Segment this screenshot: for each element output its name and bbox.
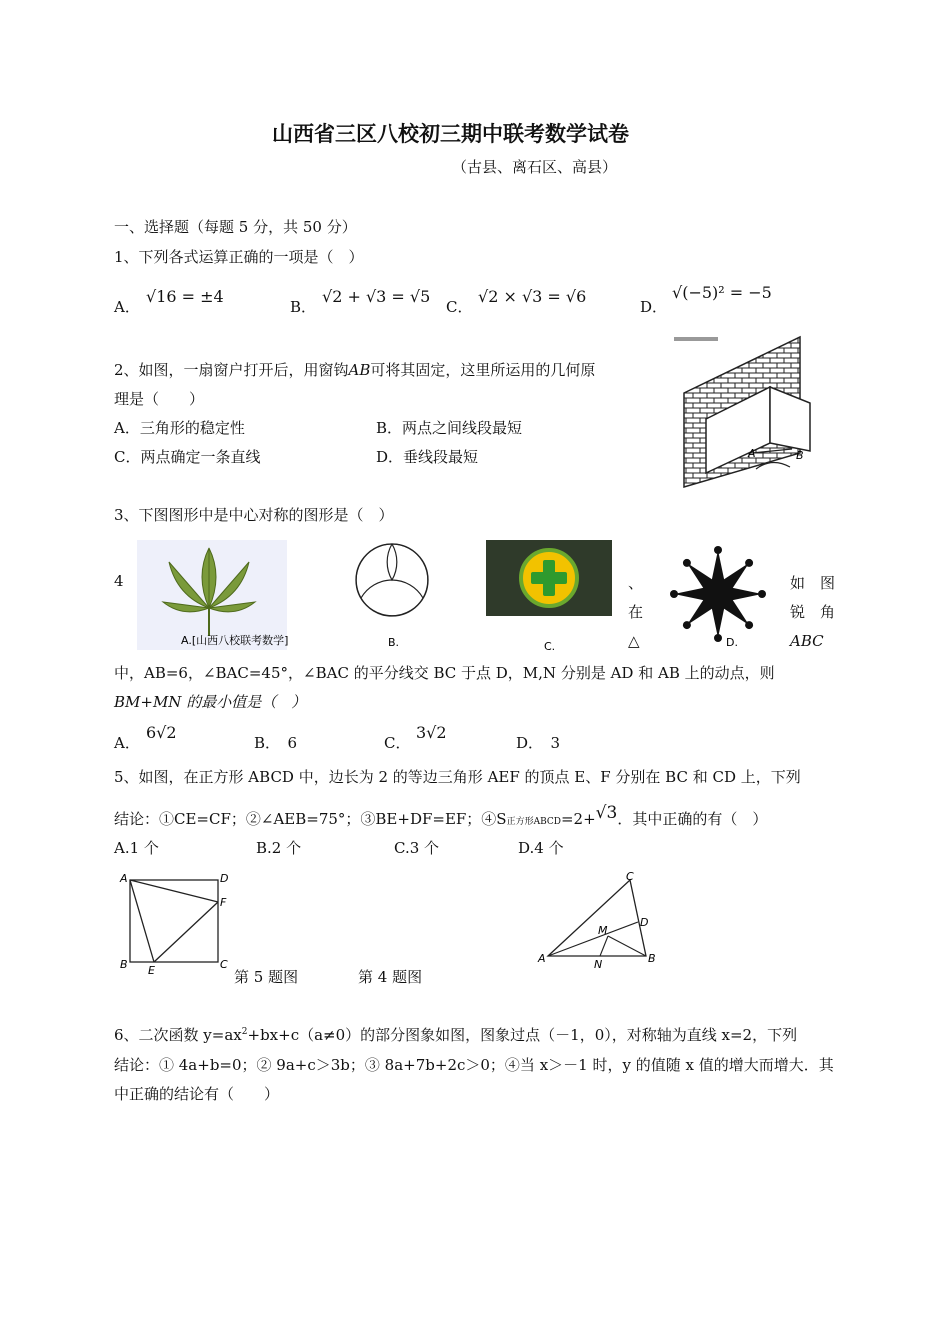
figure-5-caption: 第 5 题图 (234, 968, 299, 986)
figure-4-triangle (538, 870, 668, 970)
window-figure (672, 333, 822, 493)
star-tip (714, 634, 722, 642)
star-tip (745, 621, 753, 629)
q4-number: 4 (114, 572, 124, 590)
option-a-caption: A.[山西八校联考数学] (181, 634, 289, 647)
q6-line2: 结论：① 4a+b=0；② 9a+c＞3b；③ 8a+7b+2c＞0；④当 x＞－1 时，y 的值随 x 值的增大而增大．其 (114, 1056, 834, 1074)
q1-option-d-expr: √(−5)² = −5 (672, 283, 772, 302)
q2-option-a: A．三角形的稳定性 (114, 419, 245, 437)
q1-option-a-label: A． (114, 298, 140, 316)
tri-label-a: A (538, 952, 546, 965)
sq-label-c: C (220, 958, 228, 971)
q4-text-rutu: 如 图 (790, 574, 836, 592)
option-c-caption: C. (544, 640, 556, 653)
sq-label-e: E (148, 964, 155, 977)
sq-label-d: D (220, 872, 229, 885)
q5-option-d: D.4 个 (518, 839, 564, 857)
option-b-caption: B. (388, 636, 400, 649)
q5-line2-sqrt: √3 (595, 803, 618, 823)
q6-line1-part2: +bx+c（a≠0）的部分图象如图，图象过点（－1，0），对称轴为直线 x=2，下列 (247, 1026, 798, 1044)
q1-stem: 1、下列各式运算正确的一项是（ ） (114, 248, 364, 266)
q5-line2-sub: 正方形ABCD (506, 817, 561, 827)
star-tip (758, 590, 766, 598)
sq-label-b: B (120, 958, 128, 971)
page-subtitle: （古县、离石区、高县） (452, 158, 618, 176)
star-tip (745, 559, 753, 567)
option-d-caption: D. (726, 636, 738, 649)
q4-text-triangle: △ (628, 632, 640, 650)
sq-label-a: A (120, 872, 128, 885)
q5-line2-part1: 结论：①CE=CF；②∠AEB=75°；③BE+DF=EF；④S (114, 810, 507, 828)
q5-line2 (114, 803, 768, 829)
q4-text-ruijiao: 锐 角 (790, 603, 836, 621)
q2-stem-part1: 2、如图，一扇窗户打开后，用窗钩 (114, 361, 349, 379)
star-tip (683, 559, 691, 567)
q5-option-b: B.2 个 (256, 839, 302, 857)
q3-comma: 、 (628, 574, 644, 592)
tri-label-d: D (640, 916, 649, 929)
q4-option-c-label: C． (384, 734, 411, 752)
q5-line2-part2: =2+ (560, 810, 596, 828)
q2-ab: AB (348, 361, 371, 379)
q4-line1: 中，AB=6，∠BAC=45°，∠BAC 的平分线交 BC 于点 D，M,N 分别是 AD 和 AB 上的动点，则 (114, 664, 775, 682)
q4-option-b: B． 6 (254, 734, 298, 752)
tri-label-m: M (598, 924, 608, 937)
q6-line1 (114, 1024, 797, 1045)
q1-option-d-label: D． (640, 298, 668, 316)
q2-option-d: D．垂线段最短 (376, 448, 479, 466)
option-c-plus-figure (486, 540, 612, 652)
figure-5-square (116, 866, 236, 976)
tri-label-n: N (594, 958, 603, 971)
window-label-b: B (796, 449, 804, 462)
star-tip (670, 590, 678, 598)
q2-option-b: B．两点之间线段最短 (376, 419, 523, 437)
section-heading: 一、选择题（每题 5 分，共 50 分） (114, 218, 357, 236)
tri-label-c: C (626, 870, 634, 883)
q2-stem-line1 (114, 359, 595, 380)
option-a-leaf-figure (137, 540, 287, 650)
q2-stem-part2: 可将其固定，这里所运用的几何原 (370, 361, 596, 379)
tri-label-b: B (648, 952, 656, 965)
q1-option-b-label: B． (290, 298, 317, 316)
window-label-a: A (748, 447, 756, 460)
q4-option-c-expr: 3√2 (416, 723, 447, 742)
q3-stem: 3、下图图形中是中心对称的图形是（ ） (114, 506, 394, 524)
option-b-circle-figure (348, 540, 438, 650)
q5-line1: 5、如图，在正方形 ABCD 中，边长为 2 的等边三角形 AEF 的顶点 E、F 分别在 BC 和 CD 上，下列 (114, 768, 801, 786)
page-title: 山西省三区八校初三期中联考数学试卷 (272, 122, 629, 146)
star-tip (714, 546, 722, 554)
q1-option-c-label: C． (446, 298, 473, 316)
figure-4-caption: 第 4 题图 (358, 968, 423, 986)
q1-option-c-expr: √2 × √3 = √6 (478, 287, 587, 306)
sq-label-f: F (220, 896, 227, 909)
q2-option-c: C．两点确定一条直线 (114, 448, 261, 466)
q4-text-zai: 在 (628, 603, 644, 621)
q5-line2-part3: ．其中正确的有（ ） (617, 810, 768, 828)
q1-option-a-expr: √16 = ±4 (146, 287, 224, 306)
star-icon (670, 546, 766, 642)
q6-line3: 中正确的结论有（ ） (114, 1085, 280, 1103)
q6-line1-part1: 6、二次函数 y=ax (114, 1026, 242, 1044)
q4-option-a-label: A． (114, 734, 140, 752)
q6-line1-sup: 2 (241, 1027, 248, 1037)
q5-option-c: C.3 个 (394, 839, 440, 857)
star-tip (683, 621, 691, 629)
option-d-star-figure (670, 548, 770, 648)
q4-text-abc: ABC (790, 632, 824, 650)
q4-option-a-expr: 6√2 (146, 723, 177, 742)
q4-option-d: D． 3 (516, 734, 561, 752)
q5-option-a: A.1 个 (114, 839, 159, 857)
q4-line2: BM+MN 的最小值是（ ） (114, 693, 307, 711)
q2-stem-line2: 理是（ ） (114, 390, 205, 408)
q1-option-b-expr: √2 + √3 = √5 (322, 287, 431, 306)
